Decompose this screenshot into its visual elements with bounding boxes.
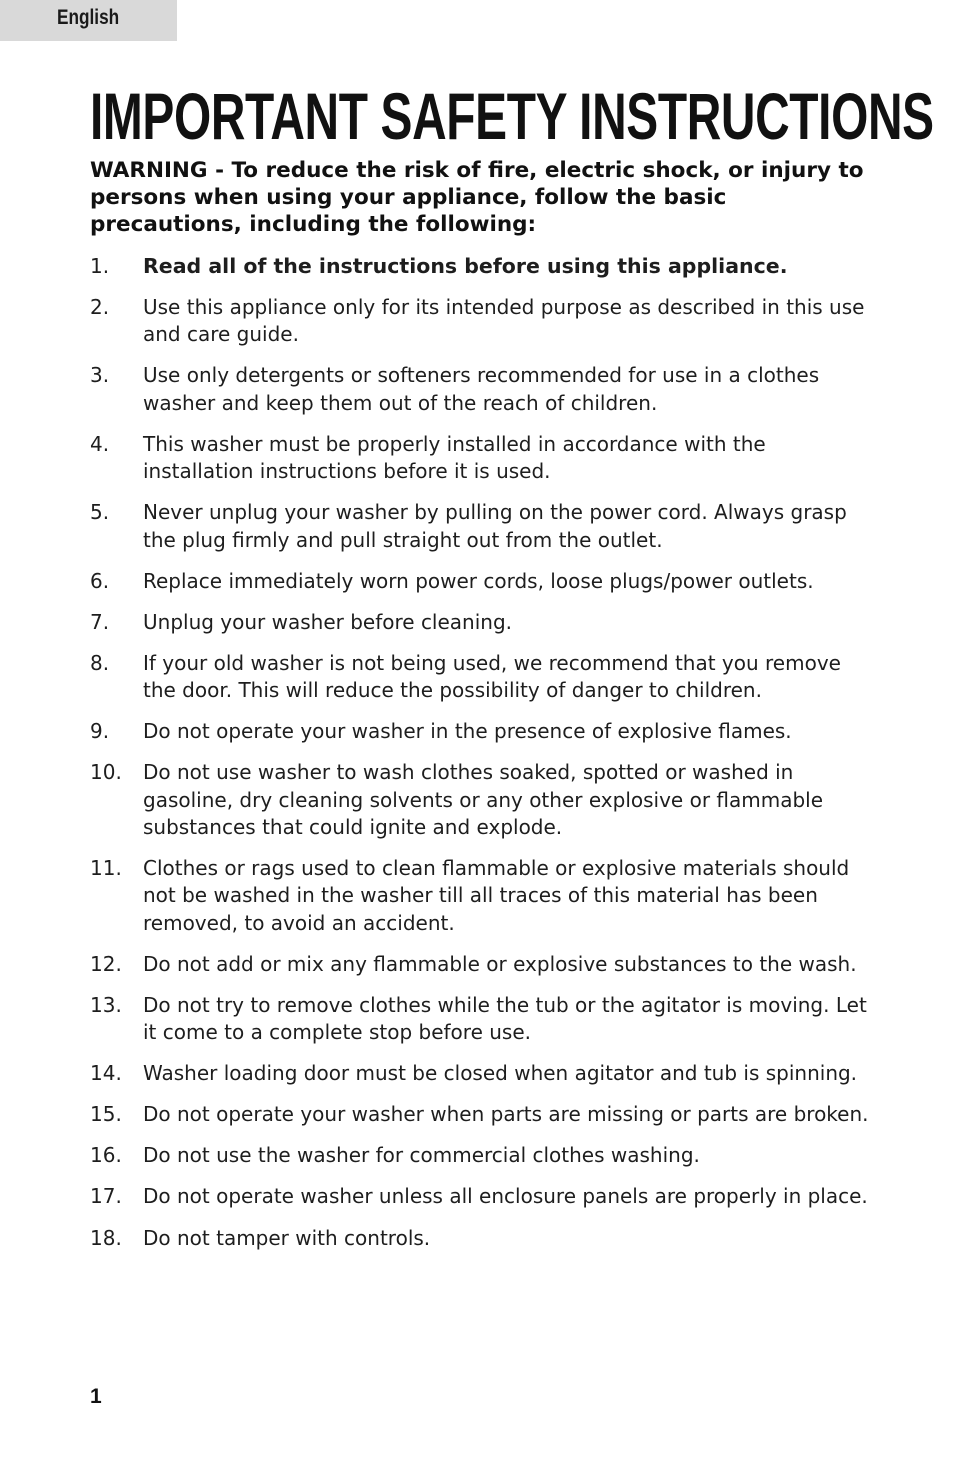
item-text: Use this appliance only for its intended purpose as described in this use and care guide.	[143, 295, 865, 347]
list-item	[90, 650, 880, 705]
item-number: 9.	[90, 719, 110, 744]
item-text: Clothes or rags used to clean flammable or explosive materials should not be washed in the washer till all traces of this material has been removed, to avoid an accident.	[143, 856, 850, 935]
list-item	[90, 499, 880, 554]
item-number: 2.	[90, 295, 110, 320]
item-text: If your old washer is not being used, we recommend that you remove the door. This will reduce the possibility of danger to children.	[143, 650, 841, 703]
item-text: Do not add or mix any flammable or explosive substances to the wash.	[143, 951, 857, 976]
item-text: Unplug your washer before cleaning.	[143, 609, 513, 634]
list-item	[90, 992, 880, 1047]
item-number: 4.	[90, 431, 110, 456]
page-title: IMPORTANT SAFETY INSTRUCTIONS	[90, 79, 934, 153]
item-text: Do not try to remove clothes while the tub or the agitator is moving. Let it come to a complete stop before use.	[143, 992, 867, 1045]
item-text: Use only detergents or softeners recommended for use in a clothes washer and keep them out of the reach of children.	[143, 363, 820, 415]
item-number: 15.	[90, 1102, 122, 1127]
item-number: 14.	[90, 1061, 122, 1086]
list-item	[90, 294, 880, 349]
item-number: 11.	[90, 856, 122, 881]
item-number: 1.	[90, 254, 110, 278]
list-item	[90, 855, 880, 937]
item-text: Do not operate your washer in the presence of explosive flames.	[143, 719, 792, 744]
item-text: Read all of the instructions before using this appliance.	[143, 254, 788, 278]
item-number: 8.	[90, 650, 110, 675]
item-text: Do not tamper with controls.	[143, 1225, 431, 1250]
item-text: Do not operate your washer when parts are missing or parts are broken.	[143, 1102, 869, 1127]
list-item	[90, 253, 880, 280]
item-text: Washer loading door must be closed when agitator and tub is spinning.	[143, 1061, 858, 1086]
item-number: 18.	[90, 1225, 122, 1250]
list-item	[90, 1183, 880, 1210]
item-text: Do not use the washer for commercial clothes washing.	[143, 1143, 700, 1168]
list-item	[90, 1101, 880, 1128]
item-text: Replace immediately worn power cords, loose plugs/power outlets.	[143, 568, 814, 593]
item-number: 6.	[90, 568, 110, 593]
warning-paragraph: WARNING - To reduce the risk of fire, electric shock, or injury to persons when using your appliance, follow the basic precautions, including the following:	[90, 158, 864, 237]
item-text: Do not operate washer unless all enclosure panels are properly in place.	[143, 1184, 868, 1209]
item-number: 10.	[90, 760, 122, 785]
list-item	[90, 759, 880, 841]
language-tab-label: English	[57, 6, 120, 29]
list-item	[90, 951, 880, 978]
item-number: 17.	[90, 1184, 122, 1209]
item-number: 13.	[90, 992, 122, 1017]
item-number: 7.	[90, 609, 110, 634]
list-item	[90, 431, 880, 486]
item-text: This washer must be properly installed in accordance with the installation instructions before it is used.	[143, 431, 766, 484]
list-item	[90, 718, 880, 745]
list-item	[90, 1142, 880, 1169]
item-text: Do not use washer to wash clothes soaked, spotted or washed in gasoline, dry cleaning solvents or any other explosive or flammable substances that could ignite and explode.	[143, 760, 824, 839]
item-number: 12.	[90, 951, 122, 976]
item-number: 3.	[90, 363, 110, 388]
list-item	[90, 362, 880, 417]
item-text: Never unplug your washer by pulling on the power cord. Always grasp the plug firmly and pull straight out from the outlet.	[143, 500, 847, 552]
language-tab	[0, 0, 177, 41]
page-number: 1	[90, 1385, 102, 1408]
instruction-list	[90, 253, 880, 1266]
item-number: 16.	[90, 1143, 122, 1168]
list-item	[90, 609, 880, 636]
list-item	[90, 1225, 880, 1252]
item-number: 5.	[90, 500, 110, 525]
list-item	[90, 1060, 880, 1087]
list-item	[90, 568, 880, 595]
